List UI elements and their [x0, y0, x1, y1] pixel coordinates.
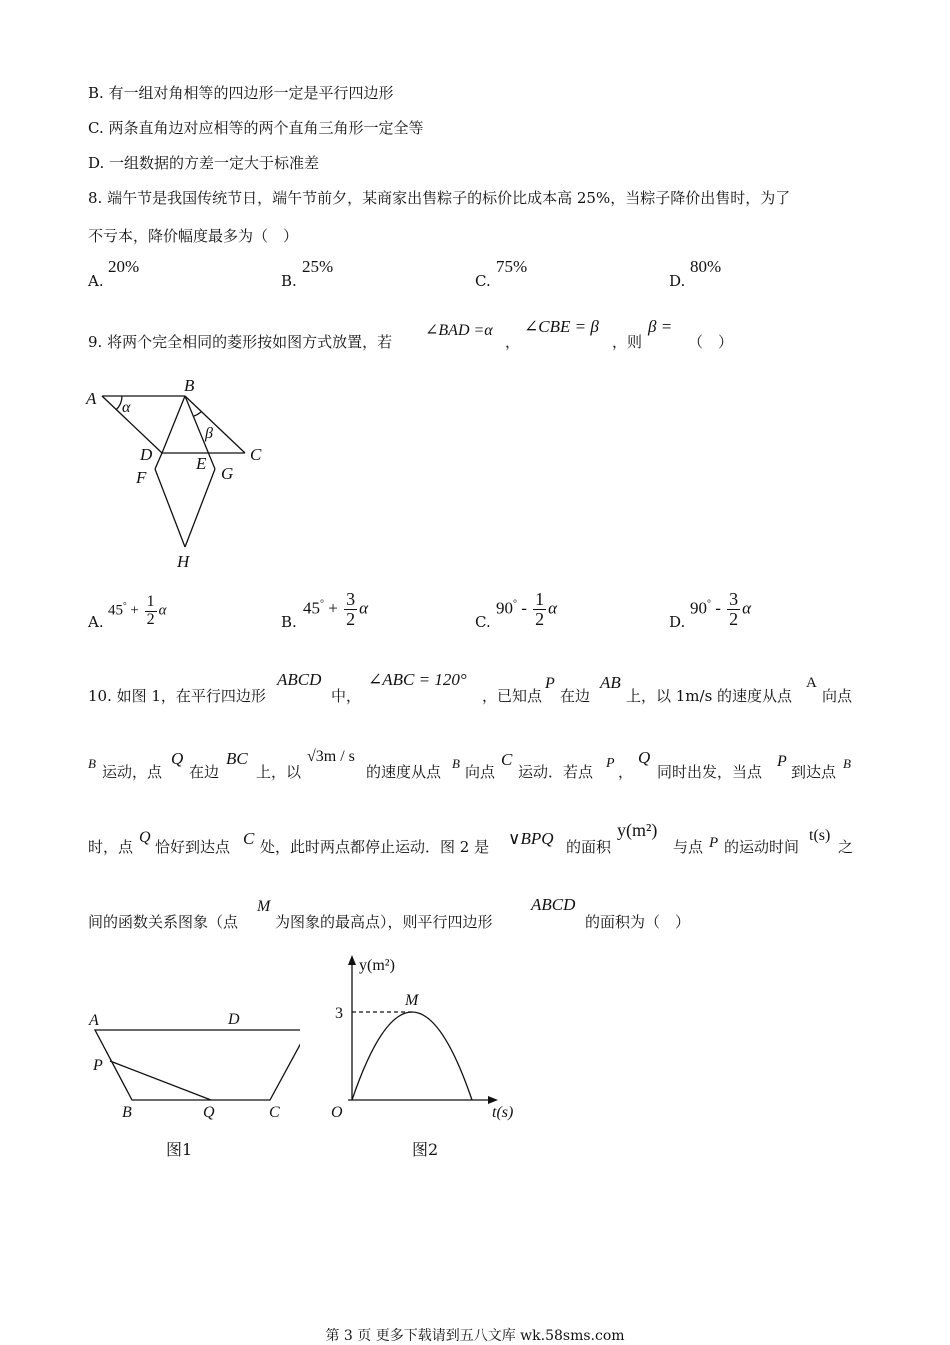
q9-separator: ， [505, 333, 521, 351]
q10-l1-angle: ∠ABC = 120° [368, 670, 467, 689]
q9-expr-cbe: ∠CBE = β [524, 317, 599, 336]
q10-l2-text7: ， [618, 763, 634, 781]
q9-option-a-sign: + [130, 602, 139, 619]
q8-option-b-letter: B. [281, 272, 297, 290]
q10-l2-bc: BC [226, 749, 248, 768]
q9-option-d-fraction [727, 590, 740, 629]
q10-l3-q: Q [139, 829, 151, 846]
q10-l2-text8: 同时出发，当点 [657, 763, 763, 781]
q9-label-d: D [140, 445, 153, 464]
q10-l4-text2: 为图象的最高点），则平行四边形 [275, 913, 493, 931]
q8-option-a-letter: A. [88, 272, 104, 290]
q8-option-d-value: 80% [690, 257, 722, 276]
q10-l3-p: P [709, 835, 719, 851]
q9-option-a-fraction [145, 594, 157, 629]
fig1-label-a: A [89, 1012, 99, 1029]
q10-l2-p: P [606, 756, 615, 771]
fig1-label-p: P [93, 1057, 103, 1074]
q10-l3-text7: 之 [838, 838, 854, 856]
q9-label-g: G [221, 464, 234, 483]
q10-l2-p2: P [777, 753, 787, 770]
q10-l2-text9: 到达点 [791, 763, 837, 781]
q10-l1-text3: ，已知点 [482, 687, 543, 705]
q10-l4-text3: 的面积为（ ） [585, 913, 691, 931]
fig1-label-b: B [122, 1104, 132, 1121]
q10-l3-t-unit: t(s) [809, 827, 831, 844]
q9-option-c-expr: 90° - $\frac{1}{2}$ α [496, 589, 558, 629]
fig1-label-c: C [269, 1104, 280, 1121]
q9-expr-bad: ∠BAD =α [425, 322, 493, 339]
q10-l1-ab: AB [600, 673, 621, 692]
fig1-label-d: D [228, 1011, 240, 1028]
q10-l2-text3: 上，以 [256, 763, 302, 781]
q10-l1-p: P [545, 675, 555, 692]
q9-option-b-sign: + [328, 598, 338, 618]
q9-label-f: F [136, 468, 147, 487]
q8-option-c-letter: C. [475, 272, 491, 290]
q10-l1-text4: 在边 [560, 687, 591, 705]
q9-option-b-deg: 45 [303, 598, 320, 618]
fig2-max-value: 3 [335, 1005, 343, 1022]
q9-label-e: E [196, 454, 207, 473]
q9-option-d-deg: 90 [690, 598, 707, 618]
q9-option-b-den: 2 [346, 608, 356, 629]
q9-label-alpha: α [122, 399, 131, 416]
q9-option-d-var: α [742, 598, 752, 618]
q9-label-c: C [250, 445, 262, 464]
q9-option-a-num: 1 [146, 593, 155, 610]
q9-option-b-expr: 45° + $\frac{3}{2}$ α [303, 589, 369, 629]
q10-l2-text1: 运动，点 [102, 763, 163, 781]
page-footer: 第 3 页 更多下载请到五八文库 wk.58sms.com [325, 1328, 625, 1344]
fig2-y-arrow [348, 955, 356, 965]
q9-option-b-letter: B. [281, 613, 297, 631]
q10-l2-q: Q [171, 749, 184, 768]
q9-option-c-deg: 90 [496, 598, 513, 618]
q7-option-d: D. 一组数据的方差一定大于标准差 [88, 154, 320, 172]
q9-option-c-den: 2 [535, 608, 545, 629]
q9-option-c-letter: C. [475, 613, 491, 631]
q10-l3-c: C [243, 829, 255, 848]
q10-l3-bpq: ∨BPQ [508, 829, 554, 848]
q10-l2-q2: Q [638, 748, 651, 767]
q10-l3-text1: 时，点 [88, 838, 134, 856]
q9-option-a-letter: A. [88, 613, 104, 631]
q10-l2-text4: 的速度从点 [366, 763, 442, 781]
fig2-ylabel: y(m²) [359, 957, 395, 974]
q9-option-a-expr: 45° + $\frac{1}{2}$ α [108, 593, 167, 628]
q10-l3-text6: 的运动时间 [724, 838, 800, 856]
q10-figure2-graph [320, 950, 530, 1170]
q9-option-a-deg: 45 [108, 602, 123, 619]
q10-l2-text2: 在边 [189, 763, 220, 781]
q10-l4-m: M [257, 898, 271, 915]
fig1-caption: 图1 [166, 1140, 193, 1159]
q10-l1-a: A [806, 675, 817, 691]
q10-l1-text6: 向点 [822, 687, 853, 705]
q9-option-c-sign: - [521, 598, 527, 618]
q10-l2-speed: √3m / s [307, 748, 355, 765]
fig2-caption: 图2 [412, 1140, 439, 1159]
q10-l3-text5: 与点 [673, 838, 704, 856]
q10-l2-text6: 运动．若点 [518, 763, 594, 781]
q7-option-b: B. 有一组对角相等的四边形一定是平行四边形 [88, 84, 394, 102]
q10-l4-abcd: ABCD [531, 895, 576, 914]
q10-figure1-parallelogram [80, 1000, 300, 1170]
q10-l2-b2: B [452, 756, 460, 771]
q10-l1-abcd: ABCD [277, 670, 322, 689]
q9-expr-beta: β = [648, 317, 673, 336]
q9-option-d-letter: D. [669, 613, 686, 631]
q9-option-a-den: 2 [146, 610, 155, 628]
q10-l2-c: C [501, 750, 513, 769]
q9-option-c-var: α [548, 598, 558, 618]
q9-option-b-fraction [344, 590, 357, 629]
fig1-label-q: Q [203, 1104, 215, 1121]
q10-l3-text3: 处，此时两点都停止运动．图 2 是 [260, 838, 490, 856]
q8-stem-line2: 不亏本，降价幅度最多为（ ） [88, 227, 299, 245]
fig2-xlabel: t(s) [492, 1104, 514, 1121]
q10-l1-text5: 上，以 1m/s 的速度从点 [626, 687, 793, 705]
q9-option-b-num: 3 [346, 589, 356, 609]
q9-option-d-num: 3 [729, 589, 739, 609]
q8-option-b-value: 25% [302, 257, 334, 276]
q10-l3-text2: 恰好到达点 [155, 838, 231, 856]
q9-label-a: A [86, 389, 97, 408]
fig2-curve [352, 1012, 472, 1100]
q10-l3-text4: 的面积 [566, 838, 612, 856]
q9-option-c-num: 1 [535, 589, 545, 609]
fig2-x-arrow [488, 1096, 498, 1104]
fig2-origin: O [331, 1104, 343, 1121]
q9-label-b: B [184, 376, 195, 395]
q8-option-c-value: 75% [496, 257, 528, 276]
q8-option-d-letter: D. [669, 272, 686, 290]
q9-blank: （ ） [688, 333, 734, 351]
q8-option-a-value: 20% [108, 257, 140, 276]
fig2-max-label: M [405, 992, 419, 1009]
q8-stem-line1: 8. 端午节是我国传统节日，端午节前夕，某商家出售粽子的标价比成本高 25%，当粽子降价出售时，为了 [88, 189, 791, 207]
q9-stem: 9. 将两个完全相同的菱形按如图方式放置，若 [88, 333, 393, 351]
q9-rhombus-figure [80, 372, 280, 572]
q9-label-beta: β [205, 425, 213, 442]
q10-l2-b3: B [843, 756, 851, 771]
q9-option-c-fraction [533, 590, 546, 629]
q10-l1-text1: 10. 如图 1，在平行四边形 [88, 687, 266, 705]
q10-l4-text1: 间的函数关系图象（点 [88, 913, 239, 931]
q9-option-a-var: α [158, 602, 167, 619]
q10-l1-text2: 中， [331, 687, 362, 705]
q9-option-d-den: 2 [729, 608, 739, 629]
q10-l2-text5: 向点 [465, 763, 496, 781]
q7-option-c: C. 两条直角边对应相等的两个直角三角形一定全等 [88, 119, 424, 137]
q10-l2-b: B [88, 756, 96, 771]
q9-then: ，则 [612, 333, 643, 351]
q9-option-b-var: α [359, 598, 369, 618]
q9-option-d-sign: - [715, 598, 721, 618]
q9-option-d-expr: 90° - $\frac{3}{2}$ α [690, 589, 752, 629]
q10-l3-y-unit: y(m²) [617, 820, 658, 840]
q9-label-h: H [177, 552, 190, 571]
